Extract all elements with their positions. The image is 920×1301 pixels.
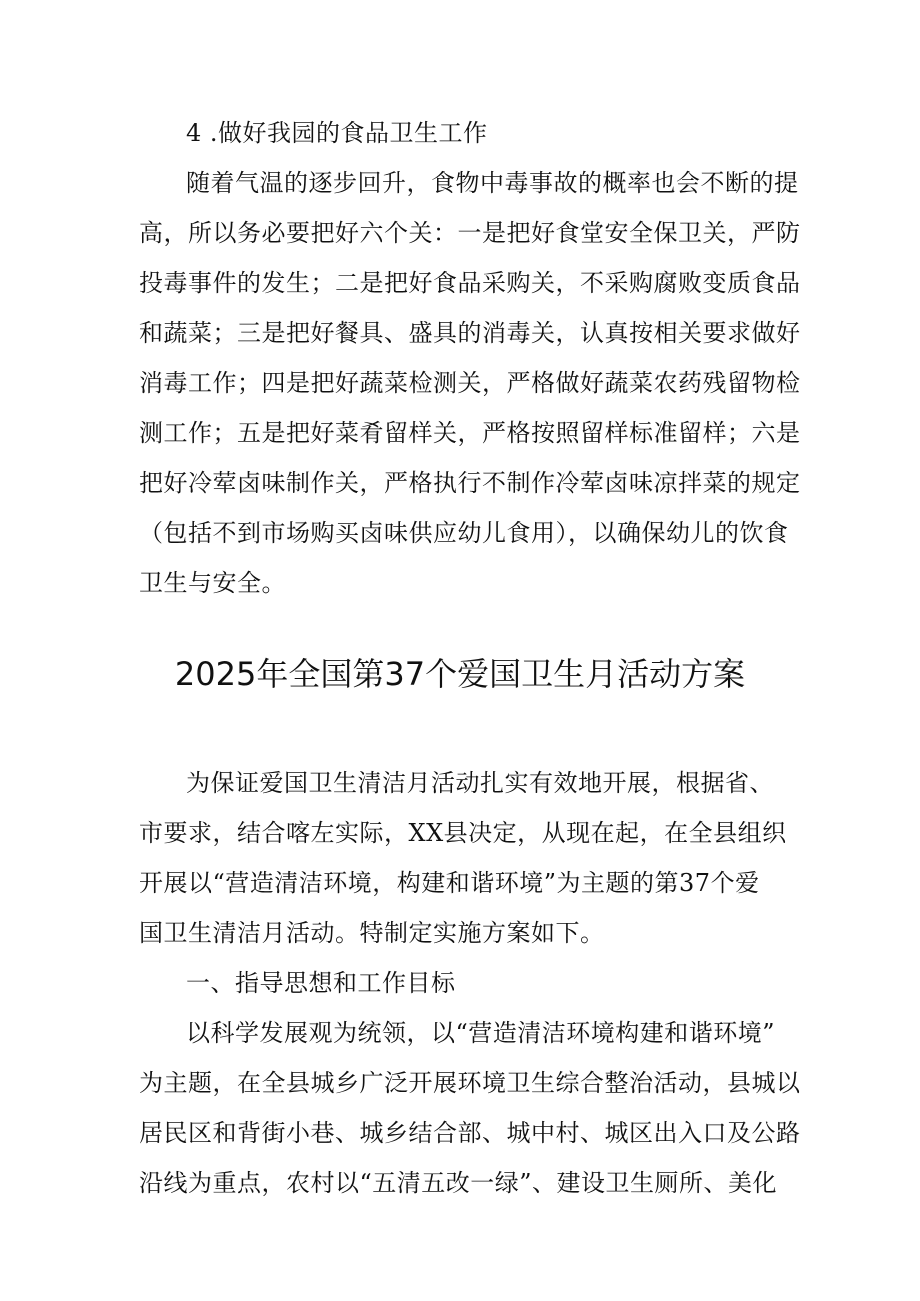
body-line: 居民区和背街小巷、城乡结合部、城中村、城区出入口及公路 <box>139 1119 801 1147</box>
document-title: 2025年全国第37个爱国卫生月活动方案 <box>174 655 746 693</box>
intro-line: 开展以“营造清洁环境，构建和谐环境”为主题的第37个爱 <box>139 869 760 897</box>
intro-line: 国卫生清洁月活动。特制定实施方案如下。 <box>139 919 605 947</box>
paragraph-line: 测工作；五是把好菜肴留样关，严格按照留样标准留样；六是 <box>139 419 801 447</box>
paragraph-line: 把好冷荤卤味制作关，严格执行不制作冷荤卤味凉拌菜的规定 <box>139 469 801 497</box>
intro-line: 为保证爱国卫生清洁月活动扎实有效地开展，根据省、 <box>186 769 774 797</box>
paragraph-line: （包括不到市场购买卤味供应幼儿食用），以确保幼儿的饮食 <box>139 519 789 547</box>
body-line: 沿线为重点，农村以“五清五改一绿”、建设卫生厕所、美化 <box>139 1169 778 1197</box>
paragraph-line: 高，所以务必要把好六个关：一是把好食堂安全保卫关，严防 <box>139 219 801 247</box>
section-subheading-guiding-ideology: 一、指导思想和工作目标 <box>186 969 456 997</box>
paragraph-line: 随着气温的逐步回升，食物中毒事故的概率也会不断的提 <box>186 169 799 197</box>
paragraph-line: 消毒工作；四是把好蔬菜检测关，严格做好蔬菜农药残留物检 <box>139 369 801 397</box>
body-line: 为主题，在全县城乡广泛开展环境卫生综合整治活动，县城以 <box>139 1069 801 1097</box>
paragraph-line: 和蔬菜；三是把好餐具、盛具的消毒关，认真按相关要求做好 <box>139 319 801 347</box>
body-line: 以科学发展观为统领，以“营造清洁环境构建和谐环境” <box>186 1019 776 1047</box>
paragraph-line: 投毒事件的发生；二是把好食品采购关，不采购腐败变质食品 <box>139 269 801 297</box>
intro-line: 市要求，结合喀左实际，XX县决定，从现在起，在全县组织 <box>139 819 787 847</box>
section-heading-food-hygiene: 4 .做好我园的食品卫生工作 <box>186 119 488 147</box>
paragraph-line: 卫生与安全。 <box>139 569 286 597</box>
